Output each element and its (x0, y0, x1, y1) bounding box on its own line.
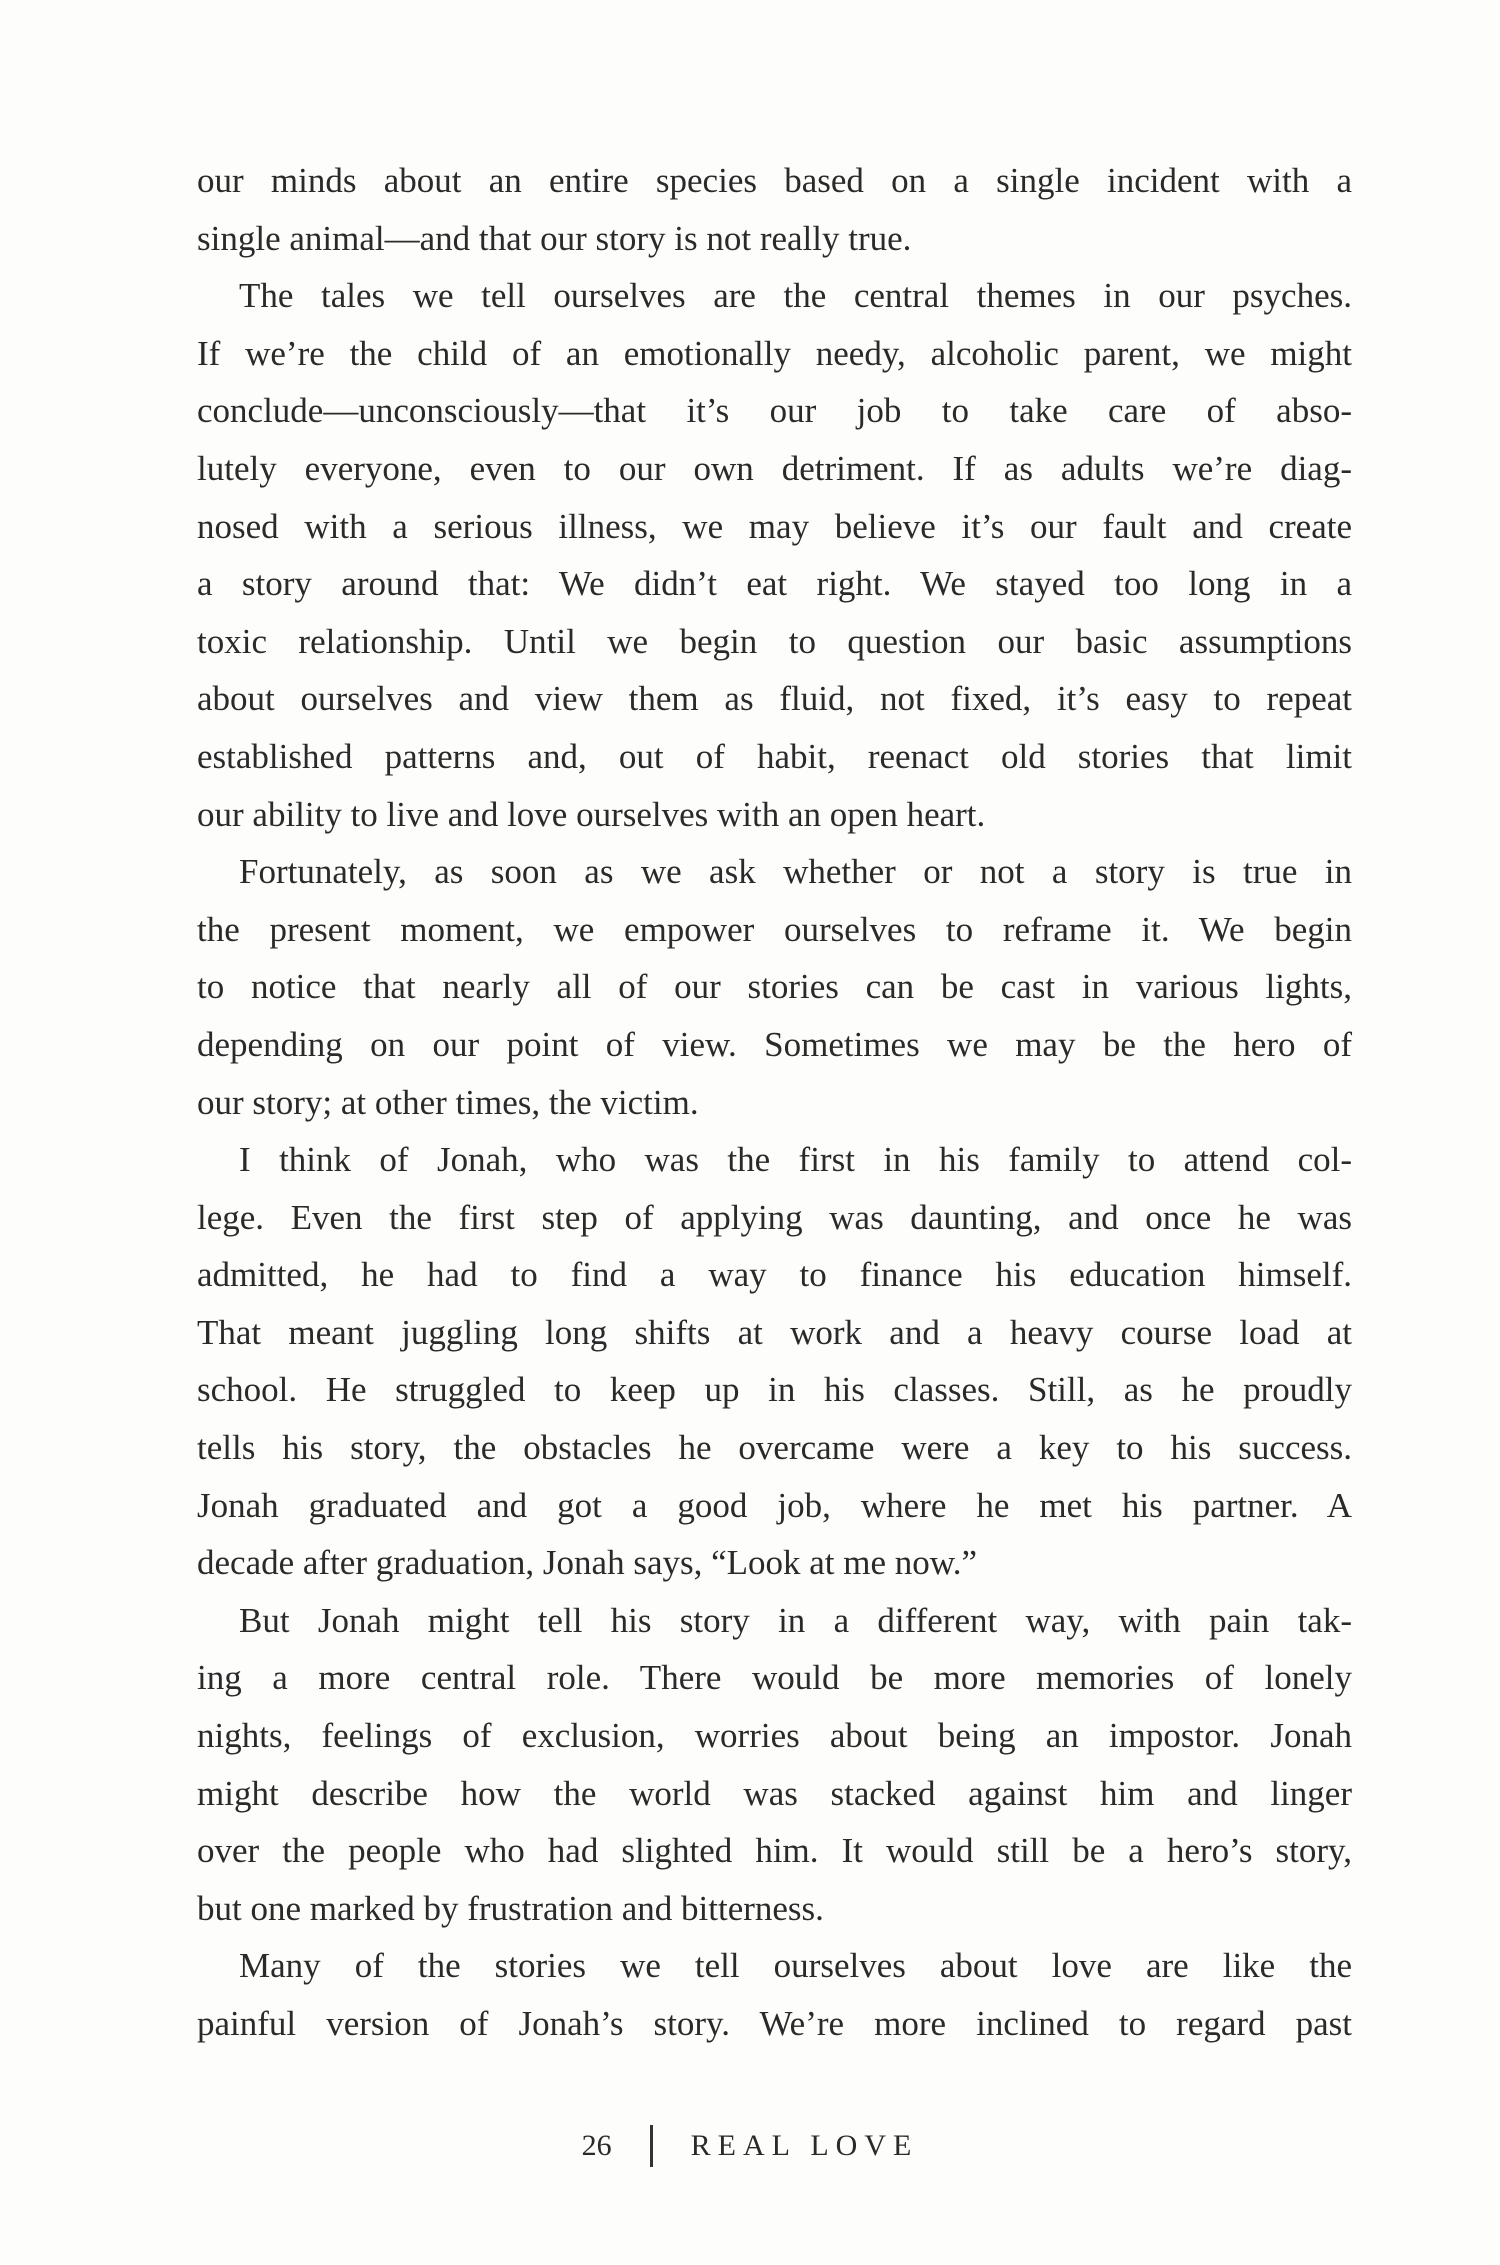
text-line: Fortunately, as soon as we ask whether or not a story is true in (239, 852, 1352, 892)
paragraph (197, 267, 1352, 843)
text-line: Many of the stories we tell ourselves about love are like the (239, 1946, 1352, 1986)
text-line: established patterns and, out of habit, reenact old stories that limit (197, 736, 1352, 776)
text-line: school. He struggled to keep up in his classes. Still, as he proudly (197, 1370, 1352, 1410)
text-line: That meant juggling long shifts at work and a heavy course load at (197, 1312, 1352, 1352)
text-line: a story around that: We didn’t eat right. We stayed too long in a (197, 564, 1352, 604)
text-line: Jonah graduated and got a good job, where he met his partner. A (197, 1485, 1352, 1525)
text-line: the present moment, we empower ourselves to reframe it. We begin (197, 909, 1352, 949)
text-line: decade after graduation, Jonah says, “Look at me now.” (197, 1543, 978, 1583)
text-line: The tales we tell ourselves are the central themes in our psyches. (239, 276, 1352, 316)
text-line: nosed with a serious illness, we may believe it’s our fault and create (197, 506, 1352, 546)
text-line: If we’re the child of an emotionally needy, alcoholic parent, we might (197, 333, 1352, 373)
running-title: REAL LOVE (690, 2129, 919, 2162)
text-line: admitted, he had to find a way to finance his education himself. (197, 1255, 1352, 1295)
text-line: conclude—unconsciously—that it’s our job to take care of abso- (197, 391, 1352, 431)
paragraph (197, 843, 1352, 1131)
text-line: toxic relationship. Until we begin to question our basic assumptions (197, 621, 1352, 661)
text-line: our ability to live and love ourselves with an open heart. (197, 794, 986, 834)
text-line: nights, feelings of exclusion, worries about being an impostor. Jonah (197, 1716, 1352, 1756)
text-line: lutely everyone, even to our own detriment. If as adults we’re diag- (197, 448, 1352, 488)
paragraph (197, 1937, 1352, 2052)
text-line: our minds about an entire species based on a single incident with a (197, 161, 1352, 200)
text-line: I think of Jonah, who was the first in his family to attend col- (239, 1140, 1352, 1180)
text-line: our story; at other times, the victim. (197, 1082, 699, 1122)
text-line: but one marked by frustration and bitterness. (197, 1888, 824, 1928)
text-line: painful version of Jonah’s story. We’re more inclined to regard past (197, 2004, 1352, 2043)
text-line: might describe how the world was stacked against him and linger (197, 1773, 1352, 1813)
text-line: But Jonah might tell his story in a different way, with pain tak- (239, 1600, 1352, 1640)
body-text (197, 152, 1352, 2053)
text-line: about ourselves and view them as fluid, not fixed, it’s easy to repeat (197, 679, 1352, 719)
text-line: tells his story, the obstacles he overcame were a key to his success. (197, 1428, 1352, 1468)
footer-divider (650, 2125, 653, 2167)
text-line: depending on our point of view. Sometimes we may be the hero of (197, 1024, 1352, 1064)
text-line: single animal—and that our story is not really true. (197, 218, 912, 258)
paragraph (197, 1592, 1352, 1938)
paragraph (197, 152, 1352, 267)
page-number: 26 (581, 2129, 612, 2162)
text-line: ing a more central role. There would be more memories of lonely (197, 1658, 1352, 1698)
text-line: to notice that nearly all of our stories can be cast in various lights, (197, 967, 1352, 1007)
page-footer (0, 2125, 1500, 2167)
paragraph (197, 1131, 1352, 1592)
text-line: lege. Even the first step of applying was daunting, and once he was (197, 1197, 1352, 1237)
text-line: over the people who had slighted him. It would still be a hero’s story, (197, 1831, 1352, 1871)
